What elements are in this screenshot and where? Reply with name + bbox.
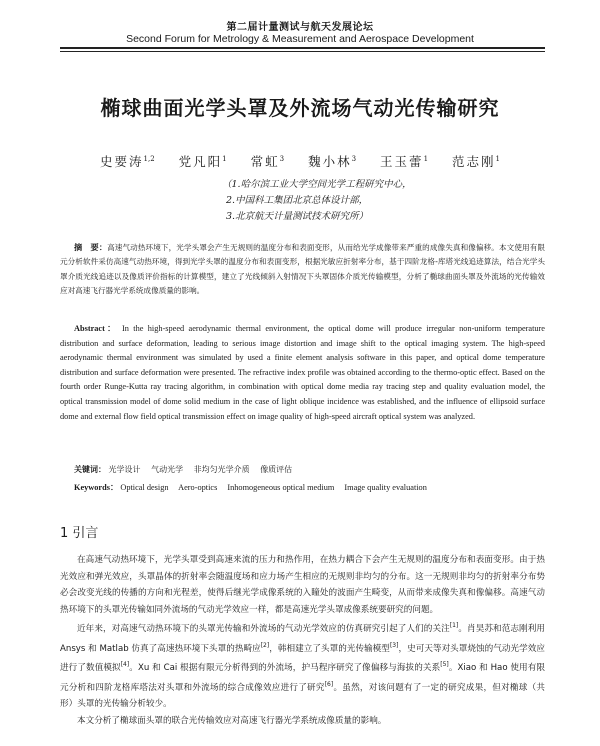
abstract-cn-text: 高速气动热环境下，光学头罩会产生无规则的温度分布和表面变形，从而给光学成像带来严重的成像失真和像偏移。本文使用有限元分析软件采仿高速气动热环境，得到光学头罩的温度分布和表面变形，根据光敏应折射率分布，基于四阶龙格-库塔光线追迹算法，结合光学头罩介质光线追迹以及像质评价指标的计算模型，建立了光线倾斜入射情况下头罩固体介质光传输模型，分析了椭球曲面头罩及外流场的光传输效应对高速飞行器光学系统成像质量的影响。 bbox=[60, 243, 545, 295]
body-paragraph-1: 在高速气动热环境下，光学头罩受到高速来流的压力和热作用，在热力耦合下会产生无规则的温度分布和表面变形。由于热光效应和弹光效应，头罩晶体的折射率会随温度场和应力场产生相应的无规则非均匀的分布。这一无规则非均匀的折射率分布势必会改变光线的传播的方向和光程差，使得后继光学成像系统的入瞳处的波面产生畸变，从而带来成像失真和像偏移。高速气动热环境下的头罩光传输如同外流场的气动光学效应一样，都是高速光学头罩成像系统要研究的问题。 bbox=[60, 555, 545, 615]
header-rule-thin bbox=[60, 51, 545, 52]
conference-title-cn: 第二届计量测试与航天发展论坛 bbox=[226, 22, 374, 33]
keyword: Inhomogeneous optical medium bbox=[227, 483, 335, 492]
affiliation-3: 3.北京航天计量测试技术研究所） bbox=[226, 211, 369, 222]
citation: [2] bbox=[260, 641, 270, 649]
keyword: 气动光学 bbox=[151, 465, 184, 474]
keyword: 非均匀光学介质 bbox=[193, 465, 250, 474]
citation: [1] bbox=[449, 622, 459, 630]
abstract-en bbox=[60, 322, 545, 424]
abstract-cn-label: 摘 要： bbox=[74, 242, 108, 252]
keyword: 光学设计 bbox=[108, 465, 141, 474]
author: 史要涛$^{1,2}$ bbox=[100, 154, 155, 169]
author: 王玉蕾$^1$ bbox=[380, 154, 429, 169]
body-paragraph-3: 本文分析了椭球面头罩的联合光传输效应对高速飞行器光学系统成像质量的影响。 bbox=[77, 715, 387, 726]
header-rule-thick bbox=[60, 47, 545, 49]
citation: [5] bbox=[440, 661, 449, 669]
keyword: 像质评估 bbox=[260, 465, 293, 474]
affiliation-1: （1.哈尔滨工业大学空间光学工程研究中心， bbox=[222, 179, 412, 190]
abstract-en-text: In the high-speed aerodynamic thermal environment, the optical dome will produce irregular non-uniform temperature distribution and surface deformation, leading to serious image distortion and image shift to the optical imaging system. The high-speed aerodynamic thermal environment was simulated by used a finite element analysis software in this paper, and optical dome temperature distribution and surface deformation were presented. The refractive index profile was obtained according to the thermo-optic effect. Based on the fourth order Runge-Kutta ray tracing algorithm, in combination with optical dome media ray tracing step and quality evaluation model, the optical transmission model of dome solid medium in the case of light oblique incidence was established, and the influence of ellipsoid surface dome and external flow field optical transmission effect on image quality of high-speed aircraft optical system was analyzed. bbox=[60, 324, 545, 421]
citation: [6] bbox=[324, 680, 334, 688]
author-list bbox=[0, 152, 600, 170]
author: 常虹$^3$ bbox=[250, 154, 285, 169]
citation: [4] bbox=[120, 661, 130, 669]
abstract-cn bbox=[60, 240, 545, 298]
author: 党凡阳$^1$ bbox=[178, 154, 227, 169]
keyword: Aero-optics bbox=[178, 483, 218, 492]
keywords-cn-label: 关键词： bbox=[74, 465, 106, 474]
paper-title: 椭球曲面光学头罩及外流场气动光传输研究 bbox=[100, 96, 500, 120]
keywords-en bbox=[74, 481, 435, 493]
body-text bbox=[60, 552, 545, 729]
citation: [3] bbox=[389, 641, 399, 649]
keyword: Optical design bbox=[120, 483, 169, 492]
abstract-en-label: Abstract： bbox=[74, 324, 118, 333]
keywords-cn bbox=[74, 464, 300, 475]
author: 魏小林$^3$ bbox=[308, 154, 357, 169]
section-heading-introduction: 1 引言 bbox=[60, 526, 99, 541]
keywords-en-label: Keywords： bbox=[74, 483, 119, 492]
author: 范志刚$^1$ bbox=[452, 154, 500, 169]
conference-title-en: Second Forum for Metrology & Measurement and Aerospace Development bbox=[126, 33, 474, 45]
body-paragraph-2: 近年来，对高速气动热环境下的头罩光传输和外流场的气动光学效应的仿真研究引起了人们的关注[1]。肖昊苏和范志刚利用 Ansys 和 Matlab 仿真了高速热环境下头罩的热畸应[2]，韩相建立了头罩的光传输模型[3]，史可天等对头罩烧蚀的气动光学效应进行了数值模拟[4]。Xu 和 Cai 根据有限元分析得到的外流场，护马程序研究了像偏移与海拔的关系[5]。Xiao 和 Hao 使用有限元分析和四阶龙格库塔法对头罩和外流场的综合成像效应进行了研究[6]。虽然，对该问题有了一定的研究成果，但对椭球（共形）头罩的光传输分析较少。 bbox=[60, 622, 546, 710]
affiliation-2: 2.中国科工集团北京总体设计部， bbox=[226, 195, 369, 206]
keyword: Image quality evaluation bbox=[344, 483, 427, 492]
